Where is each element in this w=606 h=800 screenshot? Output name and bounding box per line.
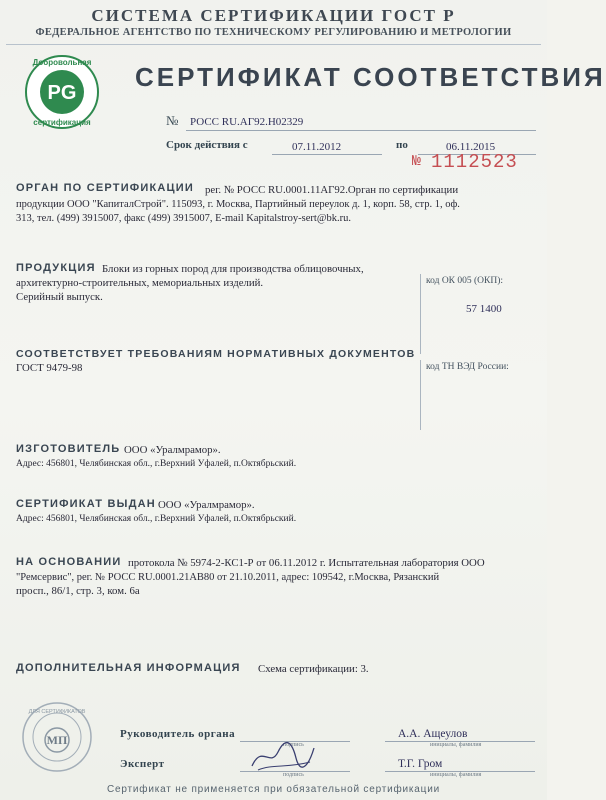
- okp-value: 57 1400: [466, 303, 502, 315]
- okp-box-border: [420, 274, 421, 354]
- head-label: Руководитель органа: [120, 728, 236, 740]
- stamp-text: ДЛЯ СЕРТИФИКАТОВ: [28, 709, 86, 715]
- rostest-logo: [22, 52, 102, 130]
- head-name: А.А. Ащеулов: [398, 728, 468, 740]
- tnved-box-border: [420, 360, 421, 430]
- signature-graphic: [248, 738, 318, 774]
- issued-name: ООО «Уралмрамор».: [158, 499, 255, 511]
- basis-line1: протокола № 5974-2-КС1-Р от 06.11.2012 г. Испытательная лаборатория ООО: [128, 557, 485, 569]
- validity-label: Срок действия с: [166, 139, 248, 151]
- tnved-label: код ТН ВЭД России:: [426, 362, 509, 372]
- organ-line1: рег. № РОСС RU.0001.11АГ92.Орган по сертификации: [205, 184, 459, 196]
- product-line3: Серийный выпуск.: [16, 291, 103, 303]
- header-divider: [6, 44, 541, 45]
- seal-graphic: [20, 700, 94, 774]
- certificate-title: СЕРТИФИКАТ СООТВЕТСТВИЯ: [135, 62, 606, 92]
- logo-letters: PG: [47, 82, 77, 104]
- expert-sign-caption: подпись: [283, 772, 304, 778]
- product-line2: архитектурно-строительных, мемориальных изделий.: [16, 277, 264, 289]
- manufacturer-name: ООО «Уралмрамор».: [124, 444, 221, 456]
- okp-label: код ОК 005 (ОКП):: [426, 276, 504, 286]
- issued-address: Адрес: 456801, Челябинская обл., г.Верхний Уфалей, п.Октябрьский.: [16, 514, 297, 524]
- signature-scribble: [248, 738, 318, 774]
- conformity-label: СООТВЕТСТВУЕТ ТРЕБОВАНИЯМ НОРМАТИВНЫХ ДОКУМЕНТОВ: [16, 348, 416, 360]
- manufacturer-label: ИЗГОТОВИТЕЛЬ: [16, 443, 121, 455]
- number-label: №: [166, 113, 179, 128]
- certificate-number: РОСС RU.АГ92.Н02329: [190, 116, 304, 128]
- basis-line2: "Ремсервис", рег. № РОСС RU.0001.21АВ80 от 21.10.2011, адрес: 109542, г.Москва, Рязанский: [16, 572, 440, 583]
- issued-label: СЕРТИФИКАТ ВЫДАН: [16, 498, 156, 510]
- conformity-value: ГОСТ 9479-98: [16, 362, 83, 374]
- expert-name-caption: инициалы, фамилия: [430, 772, 482, 778]
- form-number-label: №: [412, 153, 423, 170]
- system-title: СИСТЕМА СЕРТИФИКАЦИИ ГОСТ Р: [91, 6, 456, 25]
- basis-label: НА ОСНОВАНИИ: [16, 556, 122, 568]
- additional-label: ДОПОЛНИТЕЛЬНАЯ ИНФОРМАЦИЯ: [16, 662, 241, 674]
- date-to: 06.11.2015: [446, 141, 496, 153]
- agency-title: ФЕДЕРАЛЬНОЕ АГЕНТСТВО ПО ТЕХНИЧЕСКОМУ РЕГУЛИРОВАНИЮ И МЕТРОЛОГИИ: [35, 27, 512, 38]
- product-line1: Блоки из горных пород для производства облицовочных,: [102, 263, 364, 275]
- product-label: ПРОДУКЦИЯ: [16, 262, 96, 274]
- number-underline: [186, 130, 536, 131]
- logo-text-bottom: сертификация: [33, 118, 91, 127]
- expert-name: Т.Г. Гром: [398, 758, 443, 770]
- seal-stamp: [20, 700, 94, 774]
- manufacturer-address: Адрес: 456801, Челябинская обл., г.Верхний Уфалей, п.Октябрьский.: [16, 459, 297, 469]
- organ-line3: 313, тел. (499) 3915007, факс (499) 3915007, E-mail Kapitalstroy-sert@bk.ru.: [16, 213, 351, 224]
- organ-label: ОРГАН ПО СЕРТИФИКАЦИИ: [16, 182, 194, 194]
- additional-value: Схема сертификации: 3.: [258, 663, 369, 675]
- basis-line3: просп., 86/1, стр. 3, ком. 6а: [16, 585, 140, 597]
- to-label: по: [396, 139, 408, 151]
- logo-graphic: [22, 52, 102, 130]
- date-from-underline: [272, 154, 382, 155]
- footer-note: Сертификат не применяется при обязательной сертификации: [107, 784, 440, 795]
- stamp-letters: МП: [46, 733, 68, 747]
- head-sign-caption: подпись: [283, 742, 304, 748]
- organ-line2: продукции ООО "КапиталСтрой". 115093, г. Москва, Партийный переулок д. 1, корп. 58, стр. 1, оф.: [16, 199, 460, 210]
- logo-text-top: Добровольная: [32, 58, 92, 67]
- date-from: 07.11.2012: [292, 141, 342, 153]
- form-number: 1112523: [431, 151, 518, 173]
- head-name-caption: инициалы, фамилия: [430, 742, 482, 748]
- expert-label: Эксперт: [120, 758, 165, 770]
